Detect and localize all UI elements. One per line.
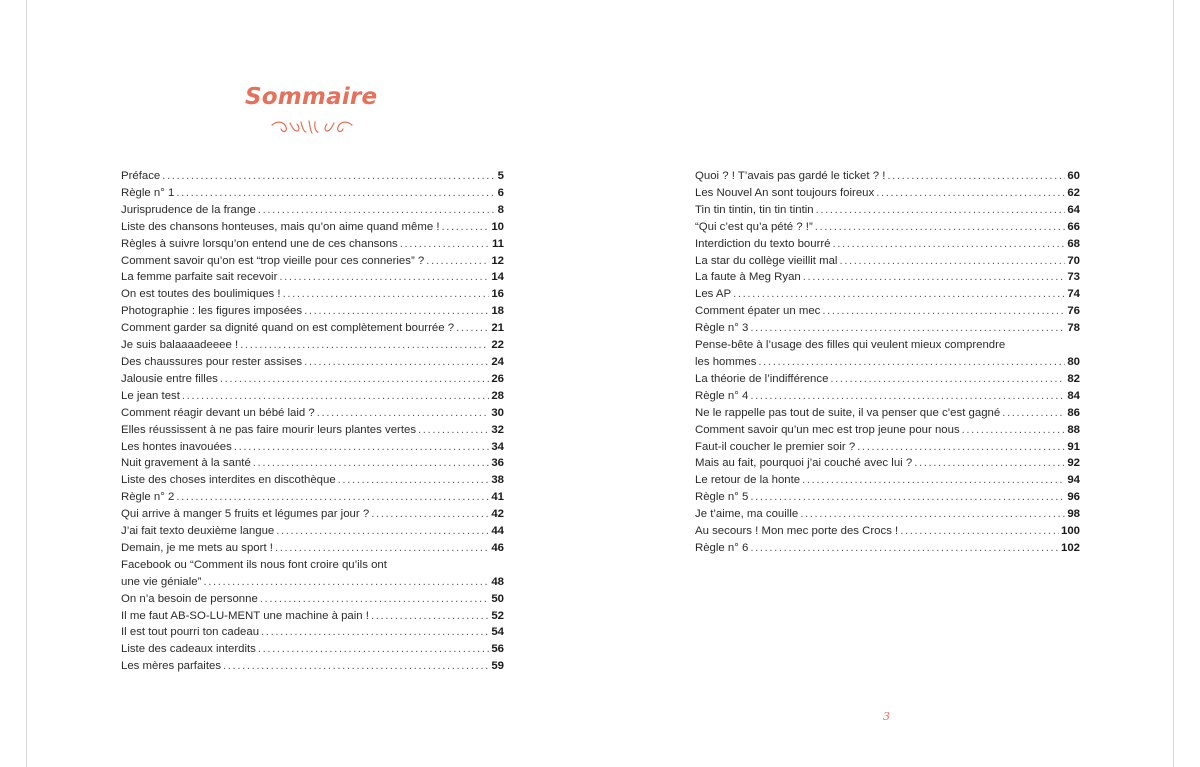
toc-entry-page: 24	[491, 355, 504, 368]
dot-leader	[240, 337, 489, 354]
toc-entry	[695, 523, 1080, 540]
toc-entry-page: 26	[491, 372, 504, 385]
dot-leader	[253, 455, 490, 472]
toc-entry	[121, 303, 504, 320]
toc-entry	[121, 320, 504, 337]
toc-entry-title: La femme parfaite sait recevoir	[121, 271, 278, 284]
dot-leader	[400, 236, 490, 253]
dot-leader	[962, 422, 1066, 439]
toc-entry-title: les hommes	[695, 355, 757, 368]
dot-leader	[283, 286, 490, 303]
toc-entry-page: 14	[491, 271, 504, 284]
toc-entry	[121, 472, 504, 489]
dot-leader	[220, 371, 489, 388]
dot-leader	[830, 371, 1065, 388]
toc-entry	[121, 557, 504, 591]
toc-entry-title: On est toutes des boulimiques !	[121, 288, 281, 301]
toc-entry	[695, 253, 1080, 270]
toc-entry-title: Comment savoir qu’on est “trop vieille pour ces conneries” ?	[121, 254, 425, 267]
toc-entry	[121, 591, 504, 608]
toc-entry-page: 68	[1067, 237, 1080, 250]
toc-entry-page: 98	[1067, 508, 1080, 521]
toc-entry-title: Je t’aime, ma couille	[695, 508, 799, 521]
dot-leader	[822, 303, 1065, 320]
toc-entry-title: Ne le rappelle pas tout de suite, il va penser que c’est gagné	[695, 406, 1001, 419]
dot-leader	[876, 185, 1065, 202]
toc-entry-page: 80	[1067, 355, 1080, 368]
toc-entry-title: Règle n° 3	[695, 322, 749, 335]
toc-entry-title: Règles à suivre lorsqu’on entend une de ces chansons	[121, 237, 398, 250]
toc-entry	[121, 540, 504, 557]
toc-entry-page: 41	[491, 491, 504, 504]
dot-leader	[234, 439, 490, 456]
toc-entry-title-line1: Pense-bête à l’usage des filles qui veulent mieux comprendre	[695, 339, 1006, 352]
toc-entry	[695, 202, 1080, 219]
toc-entry-title: Il est tout pourri ton cadeau	[121, 626, 260, 639]
toc-entry-page: 92	[1067, 457, 1080, 470]
toc-entry-title-line2	[695, 354, 1080, 371]
toc-entry-title: Elles réussissent à ne pas faire mourir leurs plantes vertes	[121, 423, 417, 436]
toc-entry	[121, 337, 504, 354]
toc-entry-page: 42	[491, 508, 504, 521]
dot-leader	[260, 591, 490, 608]
toc-entry	[121, 641, 504, 658]
dot-leader	[182, 388, 489, 405]
dot-leader	[733, 286, 1065, 303]
toc-entry-title: Nuit gravement à la santé	[121, 457, 251, 470]
toc-entry-page: 6	[497, 186, 504, 199]
toc-entry-page: 54	[491, 626, 504, 639]
toc-entry-title: Règle n° 4	[695, 389, 749, 402]
toc-entry	[695, 269, 1080, 286]
toc-entry-page: 102	[1060, 541, 1080, 554]
toc-entry	[121, 624, 504, 641]
dot-leader	[803, 269, 1066, 286]
toc-entry-page: 52	[491, 609, 504, 622]
dot-leader	[802, 472, 1065, 489]
toc-entry-title: Il me faut AB-SO-LU-MENT une machine à pain !	[121, 609, 369, 622]
toc-entry-page: 34	[491, 440, 504, 453]
toc-entry-title: On n’a besoin de personne	[121, 592, 258, 605]
toc-entry-title: Liste des choses interdites en discothèque	[121, 474, 336, 487]
toc-entry	[695, 286, 1080, 303]
dot-leader	[176, 185, 495, 202]
toc-entry	[121, 236, 504, 253]
toc-entry-page: 36	[491, 457, 504, 470]
toc-entry-page: 76	[1067, 305, 1080, 318]
toc-entry-title: Interdiction du texto bourré	[695, 237, 831, 250]
dot-leader	[223, 658, 489, 675]
dot-leader	[442, 219, 490, 236]
toc-entry-title: Règle n° 2	[121, 491, 175, 504]
dot-leader	[750, 320, 1065, 337]
toc-entry-title: Le jean test	[121, 389, 180, 402]
toc-entry-title: Comment savoir qu’un mec est trop jeune pour nous	[695, 423, 960, 436]
dot-leader	[279, 269, 489, 286]
dot-leader	[750, 540, 1059, 557]
toc-entry-page: 10	[491, 220, 504, 233]
toc-entry-title: J’ai fait texto deuxième langue	[121, 525, 275, 538]
toc-entry-title-line2	[121, 574, 504, 591]
toc-entry-title: Jalousie entre filles	[121, 372, 218, 385]
dot-leader	[815, 219, 1066, 236]
toc-entry	[121, 388, 504, 405]
toc-entry	[695, 219, 1080, 236]
toc-entry	[121, 185, 504, 202]
toc-entry-title: Des chaussures pour rester assises	[121, 355, 303, 368]
toc-entry-page: 64	[1067, 203, 1080, 216]
toc-entry-page: 78	[1067, 322, 1080, 335]
right-page	[601, 0, 1174, 767]
dot-leader	[914, 455, 1065, 472]
toc-entry	[695, 168, 1080, 185]
toc-entry	[121, 455, 504, 472]
toc-entry-title: Règle n° 6	[695, 541, 749, 554]
toc-entry-title: Liste des cadeaux interdits	[121, 643, 256, 656]
toc-entry	[121, 371, 504, 388]
toc-entry-page: 18	[491, 305, 504, 318]
toc-entry	[121, 168, 504, 185]
toc-entry-title: Les AP	[695, 288, 732, 301]
toc-entry-page: 44	[491, 525, 504, 538]
toc-entry-title: “Qui c’est qu’a pété ? !”	[695, 220, 813, 233]
dot-leader	[371, 506, 489, 523]
toc-entry-page: 74	[1067, 288, 1080, 301]
toc-entry-page: 94	[1067, 474, 1080, 487]
toc-entry	[695, 185, 1080, 202]
toc-entry	[695, 371, 1080, 388]
toc-entry-title: La faute à Meg Ryan	[695, 271, 801, 284]
toc-entry-page: 88	[1067, 423, 1080, 436]
toc-entry-title: Demain, je me mets au sport !	[121, 541, 273, 554]
dot-leader	[800, 506, 1065, 523]
toc-entry	[121, 422, 504, 439]
toc-entry	[695, 439, 1080, 456]
dot-leader	[456, 320, 489, 337]
toc-entry-page: 91	[1067, 440, 1080, 453]
toc-entry-page: 28	[491, 389, 504, 402]
dot-leader	[304, 354, 489, 371]
toc-entry-title: Préface	[121, 170, 161, 182]
toc-entry	[121, 253, 504, 270]
toc-entry-page: 62	[1067, 186, 1080, 199]
toc-entry	[695, 405, 1080, 422]
toc-entry-title: Mais au fait, pourquoi j’ai couché avec lui ?	[695, 457, 913, 470]
toc-entry-title: Photographie : les figures imposées	[121, 305, 303, 318]
toc-entry	[121, 405, 504, 422]
toc-entry-page: 84	[1067, 389, 1080, 402]
dot-leader	[276, 523, 489, 540]
toc-entry-page: 5	[497, 170, 504, 182]
toc-entry	[121, 269, 504, 286]
toc-entry-title: Règle n° 5	[695, 491, 749, 504]
dot-leader	[750, 388, 1065, 405]
dot-leader	[371, 608, 489, 625]
dot-leader	[338, 472, 490, 489]
toc-entry-page: 32	[491, 423, 504, 436]
toc-entry-page: 50	[491, 592, 504, 605]
toc-entry-title: Liste des chansons honteuses, mais qu’on aime quand même !	[121, 220, 440, 233]
toc-entry-title: Comment garder sa dignité quand on est complètement bourrée ?	[121, 322, 455, 335]
dot-leader	[900, 523, 1059, 540]
toc-entry-title: Les Nouvel An sont toujours foireux	[695, 186, 875, 199]
toc-entry	[695, 388, 1080, 405]
toc-entry	[695, 236, 1080, 253]
toc-entry-page: 59	[491, 660, 504, 673]
toc-entry-title: Comment réagir devant un bébé laid ?	[121, 406, 315, 419]
toc-entry	[121, 219, 504, 236]
toc-entry	[695, 337, 1080, 371]
dot-leader	[833, 236, 1066, 253]
toc-entry	[695, 540, 1080, 557]
toc-entry	[695, 455, 1080, 472]
toc-entry	[695, 422, 1080, 439]
toc-entry	[695, 506, 1080, 523]
toc-list-right	[695, 168, 1080, 557]
toc-entry-page: 8	[497, 203, 504, 216]
toc-entry-title: Quoi ? ! T’avais pas gardé le ticket ? !	[695, 170, 886, 182]
dot-leader	[258, 202, 496, 219]
toc-entry-page: 82	[1067, 372, 1080, 385]
dot-leader	[816, 202, 1066, 219]
toc-entry-title: Faut-il coucher le premier soir ?	[695, 440, 856, 453]
dot-leader	[839, 253, 1065, 270]
toc-entry	[121, 523, 504, 540]
dot-leader	[162, 168, 495, 185]
toc-entry	[121, 608, 504, 625]
toc-entry-title: La star du collège vieillit mal	[695, 254, 838, 267]
left-page	[26, 0, 603, 767]
dot-leader	[203, 574, 489, 591]
toc-entry	[121, 202, 504, 219]
toc-entry	[121, 354, 504, 371]
toc-entry-page: 48	[491, 575, 504, 588]
toc-entry-title-line1: Facebook ou “Comment ils nous font croire qu’ils ont	[121, 558, 387, 571]
toc-entry-title: Tin tin tintin, tin tin tintin	[695, 203, 814, 216]
toc-entry-title: Je suis balaaaadeeee !	[121, 339, 239, 352]
dot-leader	[261, 624, 489, 641]
toc-entry	[121, 658, 504, 675]
toc-entry-page: 21	[491, 322, 504, 335]
toc-entry-page: 30	[491, 406, 504, 419]
toc-entry	[695, 489, 1080, 506]
dot-leader	[275, 540, 489, 557]
toc-entry-title: Les hontes inavouées	[121, 440, 232, 453]
toc-entry-page: 86	[1067, 406, 1080, 419]
toc-entry-page: 38	[491, 474, 504, 487]
dot-leader	[758, 354, 1065, 371]
toc-entry	[121, 489, 504, 506]
toc-entry-title: Le retour de la honte	[695, 474, 801, 487]
toc-entry-page: 22	[491, 339, 504, 352]
toc-list-left	[121, 168, 504, 675]
toc-entry	[695, 472, 1080, 489]
toc-entry-title: Règle n° 1	[121, 186, 175, 199]
toc-entry	[121, 506, 504, 523]
dot-leader	[176, 489, 489, 506]
toc-entry	[121, 286, 504, 303]
toc-entry-title: Les mères parfaites	[121, 660, 222, 673]
toc-entry	[695, 303, 1080, 320]
dot-leader	[1002, 405, 1065, 422]
toc-entry-page: 100	[1060, 525, 1080, 538]
toc-entry	[121, 439, 504, 456]
toc-entry-page: 73	[1067, 271, 1080, 284]
dot-leader	[258, 641, 489, 658]
dot-leader	[426, 253, 489, 270]
toc-entry-title: Au secours ! Mon mec porte des Crocs !	[695, 525, 899, 538]
toc-entry-page: 12	[491, 254, 504, 267]
dot-leader	[887, 168, 1065, 185]
toc-entry-page: 66	[1067, 220, 1080, 233]
toc-entry-title: une vie géniale”	[121, 575, 202, 588]
toc-entry-title: Comment épater un mec	[695, 305, 821, 318]
dot-leader	[418, 422, 489, 439]
toc-entry-page: 70	[1067, 254, 1080, 267]
toc-entry-title: La théorie de l’indifférence	[695, 372, 829, 385]
dot-leader	[857, 439, 1065, 456]
toc-entry-page: 11	[491, 237, 504, 250]
toc-entry-title: Qui arrive à manger 5 fruits et légumes par jour ?	[121, 508, 370, 521]
toc-entry-title: Jurisprudence de la frange	[121, 203, 256, 216]
toc-entry-page: 16	[491, 288, 504, 301]
dot-leader	[750, 489, 1065, 506]
dot-leader	[317, 405, 490, 422]
page-title: Sommaire	[245, 84, 378, 110]
flourish-icon	[270, 118, 354, 136]
toc-entry	[695, 320, 1080, 337]
dot-leader	[304, 303, 489, 320]
page-number: 3	[883, 710, 890, 723]
toc-entry-page: 96	[1067, 491, 1080, 504]
toc-entry-page: 60	[1067, 170, 1080, 182]
toc-entry-page: 56	[491, 643, 504, 656]
toc-entry-page: 46	[491, 541, 504, 554]
